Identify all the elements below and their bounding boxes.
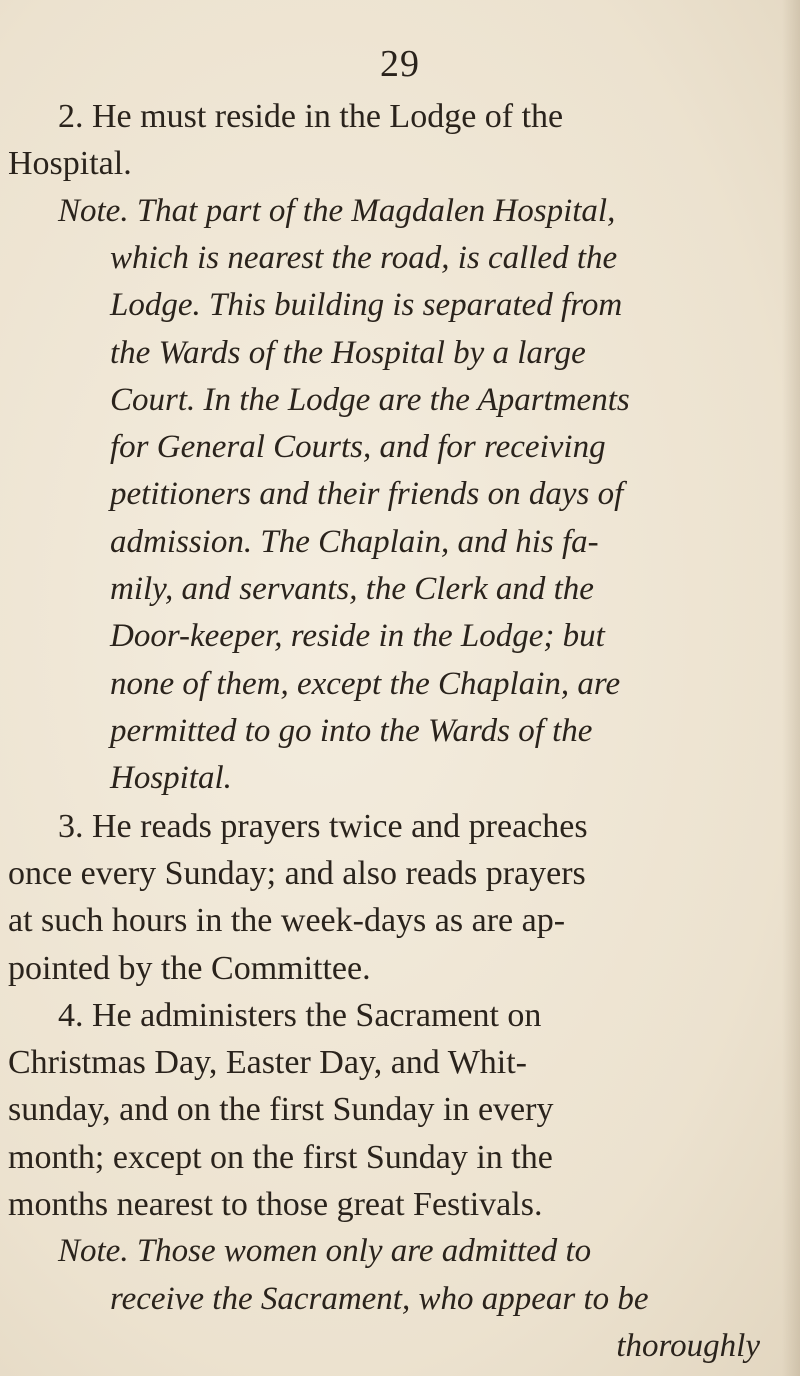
text-line: for General Courts, and for receiving (110, 429, 606, 466)
text-line: 3. He reads prayers twice and preaches (58, 807, 588, 845)
text-line: Lodge. This building is separated from (110, 287, 623, 324)
text-line: months nearest to those great Festivals. (8, 1186, 543, 1224)
text-line: Door-keeper, reside in the Lodge; but (110, 618, 605, 655)
text-line: Hospital. (8, 145, 132, 183)
text-line: Hospital. (110, 760, 232, 797)
text-line: sunday, and on the first Sunday in every (8, 1091, 554, 1129)
text-line: once every Sunday; and also reads prayers (8, 854, 586, 892)
text-line: admission. The Chaplain, and his fa- (110, 523, 599, 560)
text-line: pointed by the Committee. (8, 949, 371, 987)
text-line: permitted to go into the Wards of the (110, 713, 593, 749)
text-line: none of them, except the Chaplain, are (110, 665, 621, 702)
text-line: Christmas Day, Easter Day, and Whit- (8, 1044, 527, 1082)
text-line: 2. He must reside in the Lodge of the (58, 98, 564, 135)
page-fold-shadow (782, 0, 800, 1376)
text-line: Court. In the Lodge are the Apartments (110, 381, 630, 418)
text-line: Note. Those women only are admitted to (58, 1233, 592, 1270)
text-line: Note. That part of the Magdalen Hospital, (58, 192, 616, 229)
text-line: mily, and servants, the Clerk and the (110, 571, 594, 608)
text-line: month; except on the first Sunday in the (8, 1138, 553, 1176)
text-line: the Wards of the Hospital by a large (110, 334, 586, 371)
text-line: receive the Sacrament, who appear to be (110, 1280, 649, 1317)
text-line: petitioners and their friends on days of (110, 476, 624, 513)
text-line: thoroughly (616, 1328, 760, 1364)
text-line: 4. He administers the Sacrament on (58, 996, 542, 1034)
text-line: at such hours in the week-days as are ap- (8, 902, 566, 940)
text-line: which is nearest the road, is called the (110, 239, 618, 276)
page-number: 29 (380, 43, 420, 85)
